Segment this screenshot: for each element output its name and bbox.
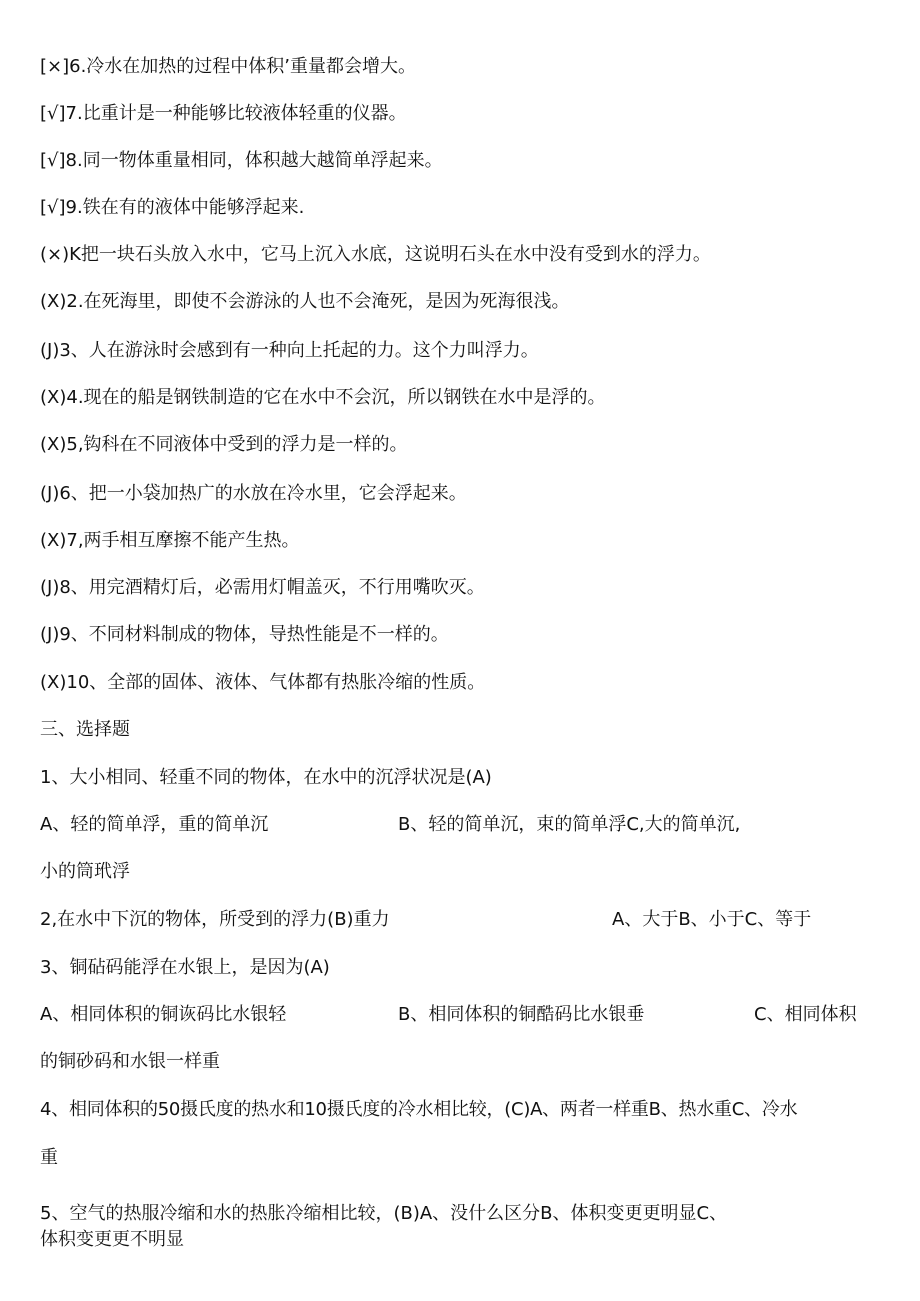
judgment-item-5: (X)5,钩科在不同液体中受到的浮力是一样的。 [40,434,408,455]
question-3-option-a: A、相同体积的铜诙码比水银轻 [40,1004,287,1025]
judgment-item-10: (X)10、全部的固体、液体、气体都有热胀冷缩的性质。 [40,672,486,693]
question-4-line-1: 4、相同体积的50摄氏度的热水和10摄氏度的冷水相比较，(C)A、两者一样重B、热水重C、冷水 [40,1099,798,1120]
judgment-item-6b: (J)6、把一小袋加热广的水放在冷水里，它会浮起来。 [40,483,467,504]
section-title: 三、选择题 [40,719,130,740]
question-3-stem: 3、铜砧码能浮在水银上，是因为(A) [40,957,330,978]
question-1-continuation: 小的筒玳浮 [40,861,130,882]
question-1-option-a: A、轻的简单浮，重的简单沉 [40,814,269,835]
judgment-item-8: [√]8.同一物体重量相同，体积越大越简单浮起来。 [40,150,443,171]
judgment-item-4: (X)4.现在的船是钢铁制造的它在水中不会沉，所以钢铁在水中是浮的。 [40,387,606,408]
question-5-line-2: 体积变更更不明显 [40,1229,184,1250]
question-2-stem: 2,在水中下沉的物体，所受到的浮力(B)重力 [40,909,390,930]
question-2-options: A、大于B、小于C、等于 [612,909,812,930]
judgment-item-7b: (X)7,两手相互摩擦不能产生热。 [40,530,300,551]
judgment-item-8b: (J)8、用完酒精灯后，必需用灯帽盖灭，不行用嘴吹灭。 [40,577,485,598]
judgment-item-3: (J)3、人在游泳时会感到有一种向上托起的力。这个力叫浮力。 [40,340,539,361]
judgment-item-2: (X)2.在死海里，即使不会游泳的人也不会淹死，是因为死海很浅。 [40,291,570,312]
question-4-line-2: 重 [40,1147,58,1168]
question-5-line-1: 5、空气的热服冷缩和水的热胀冷缩相比较，(B)A、没什么区分B、体积变更更明显C、 [40,1203,728,1224]
judgment-item-7: [√]7.比重计是一种能够比较液体轻重的仪器。 [40,103,407,124]
question-3-option-c: C、相同体积 [754,1004,857,1025]
judgment-item-9b: (J)9、不同材料制成的物体，导热性能是不一样的。 [40,624,449,645]
judgment-item-6: [×]6.冷水在加热的过程中体积’重量都会增大。 [40,56,417,77]
judgment-item-k: (×)K把一块石头放入水中，它马上沉入水底，这说明石头在水中没有受到水的浮力。 [40,244,711,265]
question-1-stem: 1、大小相同、轻重不同的物体，在水中的沉浮状况是(A) [40,767,492,788]
question-3-continuation: 的铜砂码和水银一样重 [40,1051,220,1072]
question-3-option-b: B、相同体积的铜酷码比水银垂 [398,1004,645,1025]
judgment-item-9: [√]9.铁在有的液体中能够浮起来. [40,197,305,218]
question-1-option-bc: B、轻的简单沉，束的简单浮C,大的简单沉, [398,814,741,835]
